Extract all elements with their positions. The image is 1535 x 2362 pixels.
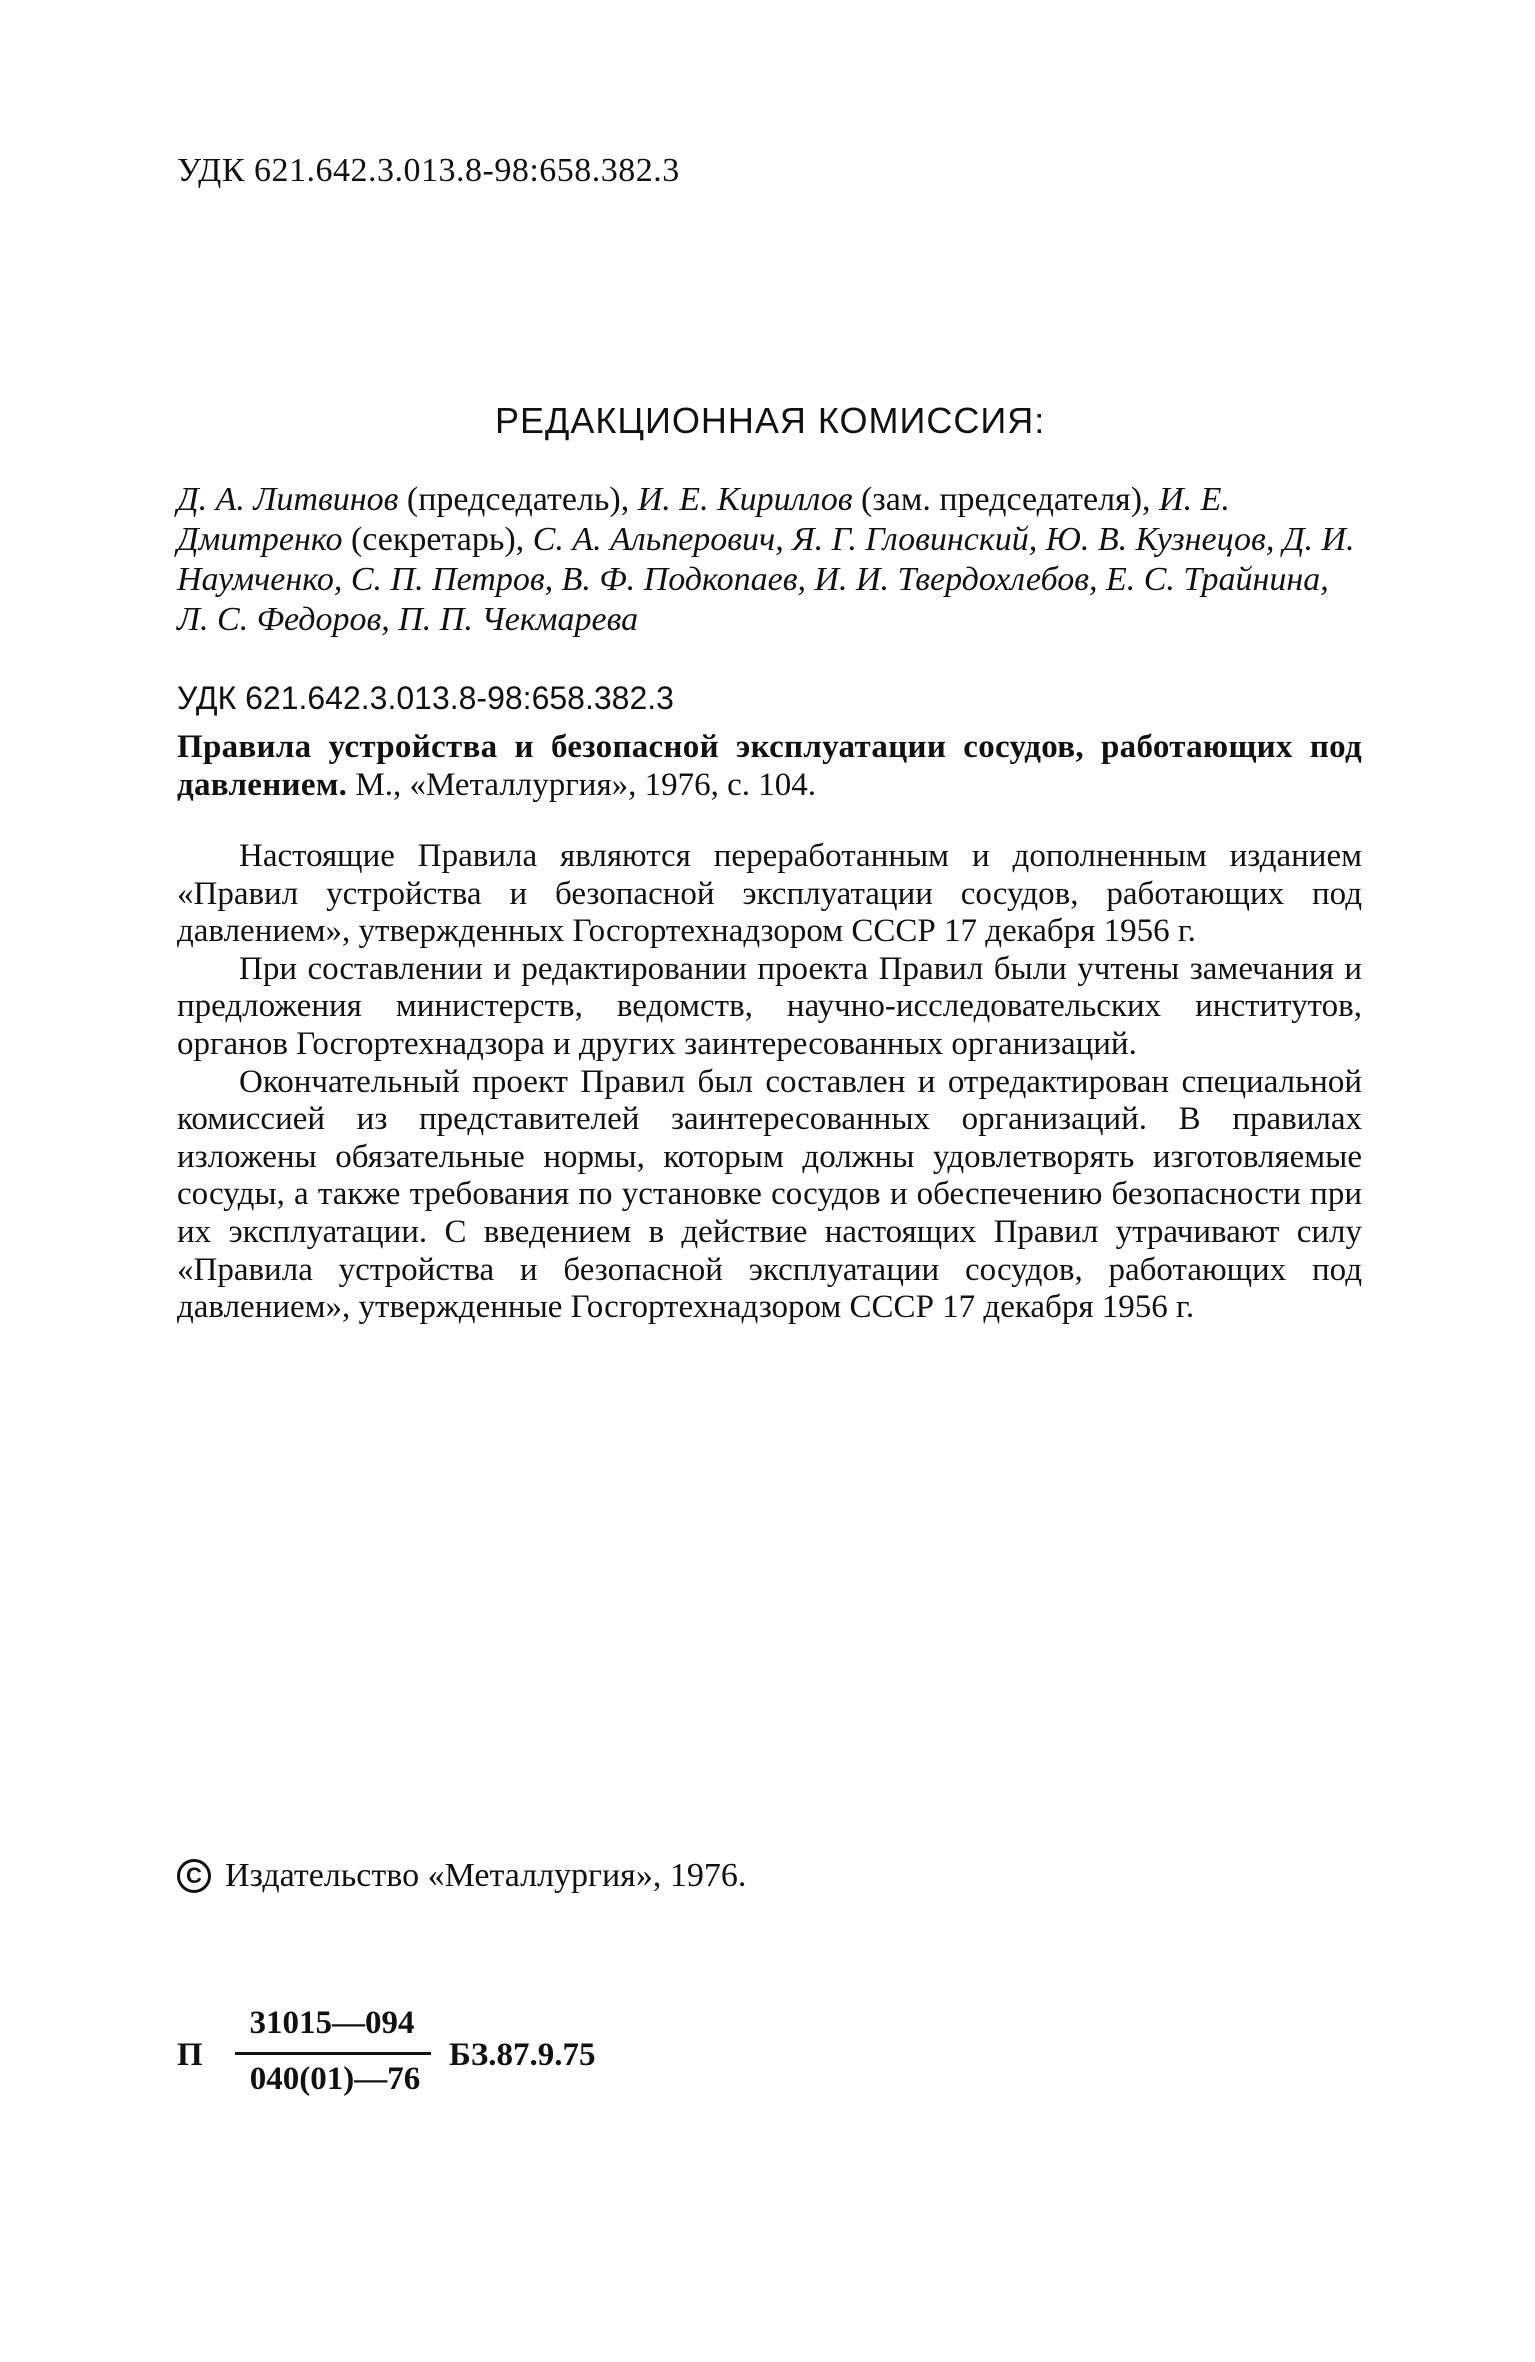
fraction-line (235, 2052, 431, 2055)
copyright-icon: C (177, 1859, 211, 1893)
member-names-rest: С. А. Альперович, Я. Г. Гловинский, Ю. В. Кузнецов, Д. И. Наумченко, С. П. Петров, В. Ф. Подкопаев, И. И. Твердохлебов, Е. С. Трайнина, Л. С. Федоров, П. П. Чекмарева (177, 521, 1355, 638)
copyright-text: Издательство «Металлургия», 1976. (225, 1857, 747, 1894)
member-name: И. Е. Кириллов (637, 481, 853, 518)
copyright-line (177, 1857, 746, 1895)
abstract-paragraph: Настоящие Правила являются переработанным и дополненным изданием «Правил устройства и безопасной эксплуатации сосудов, работающих под давлением», утвержденных Госгортехнадзором СССР 17 декабря 1956 г. (177, 838, 1362, 950)
index-code: БЗ.87.9.75 (449, 2037, 596, 2073)
index-numerator: 31015—094 (249, 2005, 415, 2041)
bibliographic-imprint: М., «Металлургия», 1976, с. 104. (347, 767, 817, 803)
bibliographic-reference (177, 728, 1362, 804)
member-name: Д. А. Литвинов (177, 481, 399, 518)
publication-index (177, 2005, 677, 2115)
udk-code-bibliographic: УДК 621.642.3.013.8-98:658.382.3 (177, 680, 674, 716)
abstract-paragraph: При составлении и редактировании проекта Правил были учтены замечания и предложения министерств, ведомств, научно-исследовательских институтов, органов Госгортехнадзора и других заинтересованных организаций. (177, 950, 1362, 1062)
member-name: И. Е. Дмитренко (177, 481, 1230, 558)
member-role: (зам. председателя), (852, 481, 1160, 518)
abstract (177, 838, 1362, 1327)
commission-title: РЕДАКЦИОННАЯ КОМИССИЯ: (495, 400, 1046, 441)
udk-code-top: УДК 621.642.3.013.8-98:658.382.3 (177, 152, 680, 189)
abstract-paragraph: Окончательный проект Правил был составлен и отредактирован специальной комиссией из представителей заинтересованных организаций. В правилах изложены обязательные нормы, которым должны удовлетворять изготовляемые сосуды, а также требования по установке сосудов и обеспечению безопасности при их эксплуатации. С введением в действие настоящих Правил утрачивают силу «Правила устройства и безопасной эксплуатации сосудов, работающих под давлением», утвержденные Госгортехнадзором СССР 17 декабря 1956 г. (177, 1063, 1362, 1326)
commission-members (177, 480, 1362, 640)
index-denominator: 040(01)—76 (249, 2061, 421, 2097)
member-role: (секретарь), (342, 521, 533, 558)
bibliographic-title: Правила устройства и безопасной эксплуатации сосудов, работающих под давлением. (177, 729, 1362, 803)
member-role: (председатель), (398, 481, 638, 518)
index-letter: П (177, 2037, 203, 2073)
